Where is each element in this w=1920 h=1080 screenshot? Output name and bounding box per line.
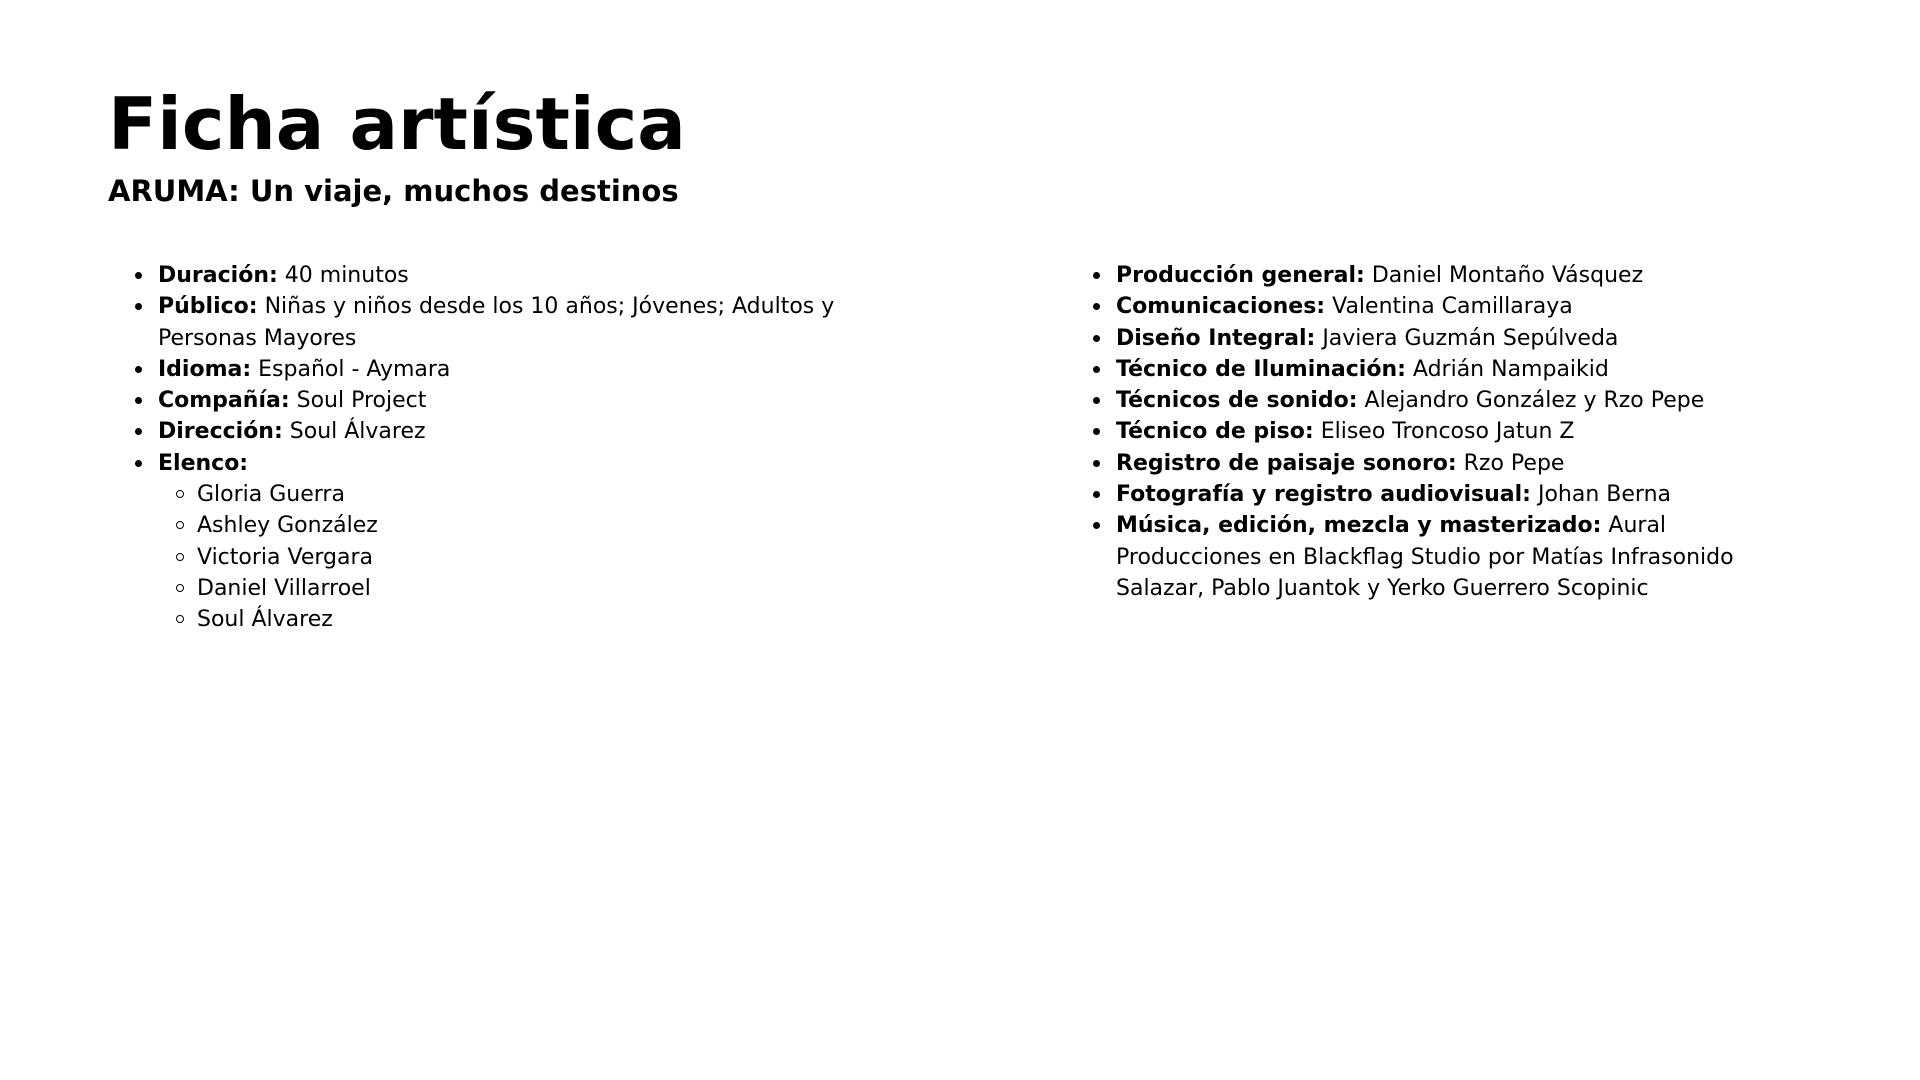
credit-value: Adrián Nampaikid bbox=[1405, 356, 1609, 382]
credit-label: Música, edición, mezcla y masterizado: bbox=[1116, 513, 1602, 539]
credit-item-iluminacion bbox=[1116, 354, 1776, 385]
credit-item-musica bbox=[1116, 510, 1776, 604]
credit-value: Niñas y niños desde los 10 años; Jóvenes; Adultos y Personas Mayores bbox=[158, 294, 835, 351]
credit-value: Daniel Montaño Vásquez bbox=[1364, 263, 1644, 288]
credit-item-idioma bbox=[158, 354, 838, 385]
credit-label: Registro de paisaje sonoro: bbox=[1116, 450, 1457, 476]
credit-item-elenco bbox=[158, 448, 838, 636]
page-subtitle: ARUMA: Un viaje, muchos destinos bbox=[108, 174, 679, 208]
credit-value: Español - Aymara bbox=[251, 356, 451, 382]
cast-member: Daniel Villarroel bbox=[197, 573, 838, 604]
credit-item-comunicaciones bbox=[1116, 291, 1776, 322]
credit-value: Soul Álvarez bbox=[282, 419, 426, 445]
cast-list bbox=[158, 479, 838, 635]
credit-label: Diseño Integral: bbox=[1116, 325, 1316, 351]
credit-item-produccion bbox=[1116, 260, 1776, 291]
credit-label: Compañía: bbox=[158, 388, 290, 414]
credit-value: Rzo Pepe bbox=[1456, 450, 1565, 476]
credit-item-sonido bbox=[1116, 385, 1776, 416]
credit-value: Eliseo Troncoso Jatun Z bbox=[1313, 419, 1575, 445]
credit-label: Público: bbox=[158, 294, 258, 320]
cast-member: Ashley González bbox=[197, 510, 838, 541]
credit-item-compania bbox=[158, 385, 838, 416]
credit-value: Alejandro González y Rzo Pepe bbox=[1357, 388, 1705, 414]
credit-label: Elenco: bbox=[158, 450, 249, 476]
credit-item-fotografia bbox=[1116, 479, 1776, 510]
credit-value: Javiera Guzmán Sepúlveda bbox=[1315, 325, 1619, 351]
credit-label: Fotografía y registro audiovisual: bbox=[1116, 482, 1531, 508]
credit-label: Idioma: bbox=[158, 356, 252, 382]
credit-item-diseno bbox=[1116, 323, 1776, 354]
credit-label: Dirección: bbox=[158, 419, 283, 445]
credit-item-piso bbox=[1116, 416, 1776, 447]
credit-label: Producción general: bbox=[1116, 263, 1365, 288]
credit-value: Aural Producciones en Blackflag Studio por Matías Infrasonido Salazar, Pablo Juantok y Yerko Guerrero Scopinic bbox=[1116, 513, 1734, 601]
credit-item-paisaje-sonoro bbox=[1116, 448, 1776, 479]
credit-item-duracion bbox=[158, 260, 838, 291]
credit-label: Técnico de Iluminación: bbox=[1116, 356, 1406, 382]
credit-label: Técnicos de sonido: bbox=[1116, 388, 1358, 414]
credits-list-left bbox=[158, 260, 838, 636]
credit-label: Técnico de piso: bbox=[1116, 419, 1314, 445]
credit-label: Duración: bbox=[158, 263, 278, 288]
cast-member: Soul Álvarez bbox=[197, 604, 838, 635]
cast-member: Gloria Guerra bbox=[197, 479, 838, 510]
credit-value: Valentina Camillaraya bbox=[1325, 294, 1573, 320]
credit-label: Comunicaciones: bbox=[1116, 294, 1326, 320]
credit-value: 40 minutos bbox=[277, 263, 409, 288]
credits-list-right bbox=[1116, 260, 1776, 604]
credit-item-direccion bbox=[158, 416, 838, 447]
page-title: Ficha artística bbox=[108, 82, 686, 166]
credit-value: Soul Project bbox=[289, 388, 427, 414]
credit-item-publico bbox=[158, 291, 838, 354]
credit-value: Johan Berna bbox=[1530, 482, 1671, 508]
cast-member: Victoria Vergara bbox=[197, 542, 838, 573]
